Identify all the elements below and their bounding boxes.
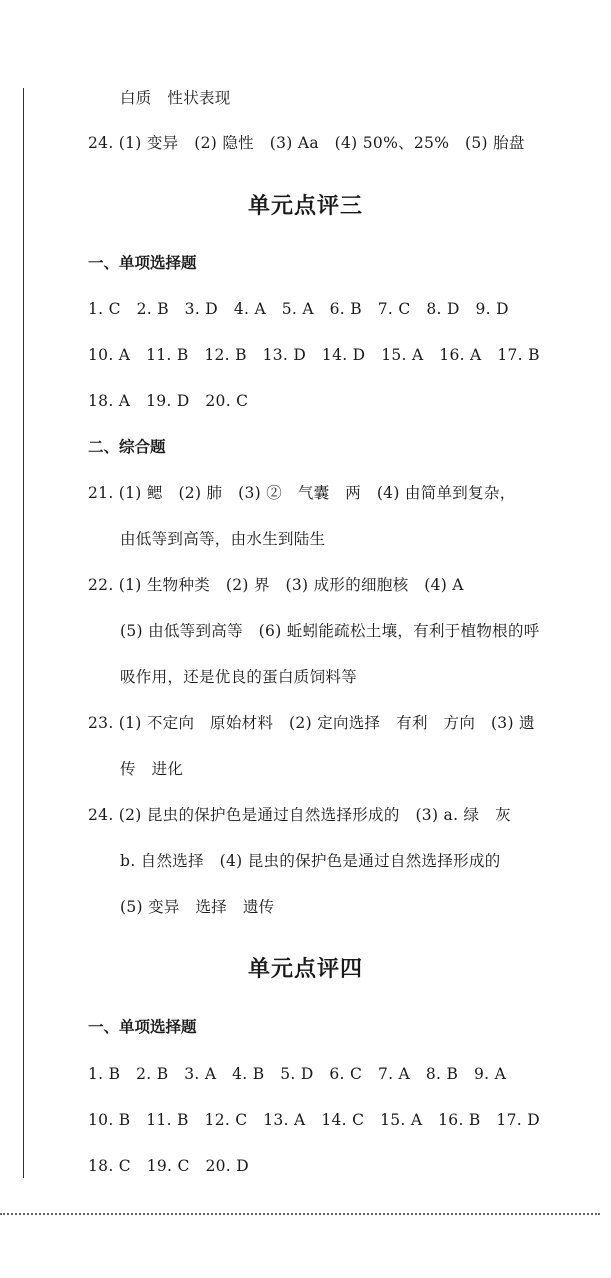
unit-review-heading: 单元点评三	[247, 193, 363, 219]
section-heading: 二、综合题	[88, 438, 166, 456]
text-line: 吸作用，还是优良的蛋白质饲料等	[120, 668, 358, 686]
unit-review-heading: 单元点评四	[247, 956, 363, 982]
text-line: 22. (1) 生物种类 (2) 界 (3) 成形的细胞核 (4) A	[88, 576, 464, 594]
text-line: 23. (1) 不定向 原始材料 (2) 定向选择 有利 方向 (3) 遗	[88, 714, 535, 732]
text-line: (5) 由低等到高等 (6) 蚯蚓能疏松土壤，有利于植物根的呼	[120, 622, 540, 640]
text-line: b. 自然选择 (4) 昆虫的保护色是通过自然选择形成的	[120, 852, 501, 870]
text-line: 18. C 19. C 20. D	[88, 1157, 249, 1175]
text-line: (5) 变异 选择 遗传	[120, 898, 275, 916]
text-line: 白质 性状表现	[120, 89, 231, 107]
text-line: 24. (2) 昆虫的保护色是通过自然选择形成的 (3) a. 绿 灰	[88, 806, 511, 824]
text-line: 24. (1) 变异 (2) 隐性 (3) Aa (4) 50%、25% (5) 胎盘	[88, 134, 525, 152]
left-margin-rule	[23, 88, 24, 1178]
text-line: 10. B 11. B 12. C 13. A 14. C 15. A 16. B 17. D	[88, 1111, 540, 1129]
text-line: 传 进化	[120, 760, 184, 778]
bottom-dotted-rule	[0, 1213, 600, 1215]
text-line: 18. A 19. D 20. C	[88, 392, 249, 410]
text-line: 21. (1) 鳃 (2) 肺 (3) ② 气囊 两 (4) 由简单到复杂，	[88, 484, 516, 502]
text-line: 1. C 2. B 3. D 4. A 5. A 6. B 7. C 8. D 9. D	[88, 300, 509, 318]
text-line: 1. B 2. B 3. A 4. B 5. D 6. C 7. A 8. B 9. A	[88, 1065, 507, 1083]
section-heading: 一、单项选择题	[88, 1018, 197, 1036]
text-line: 由低等到高等，由水生到陆生	[120, 530, 326, 548]
text-line: 10. A 11. B 12. B 13. D 14. D 15. A 16. A 17. B	[88, 346, 540, 364]
section-heading: 一、单项选择题	[88, 254, 197, 272]
